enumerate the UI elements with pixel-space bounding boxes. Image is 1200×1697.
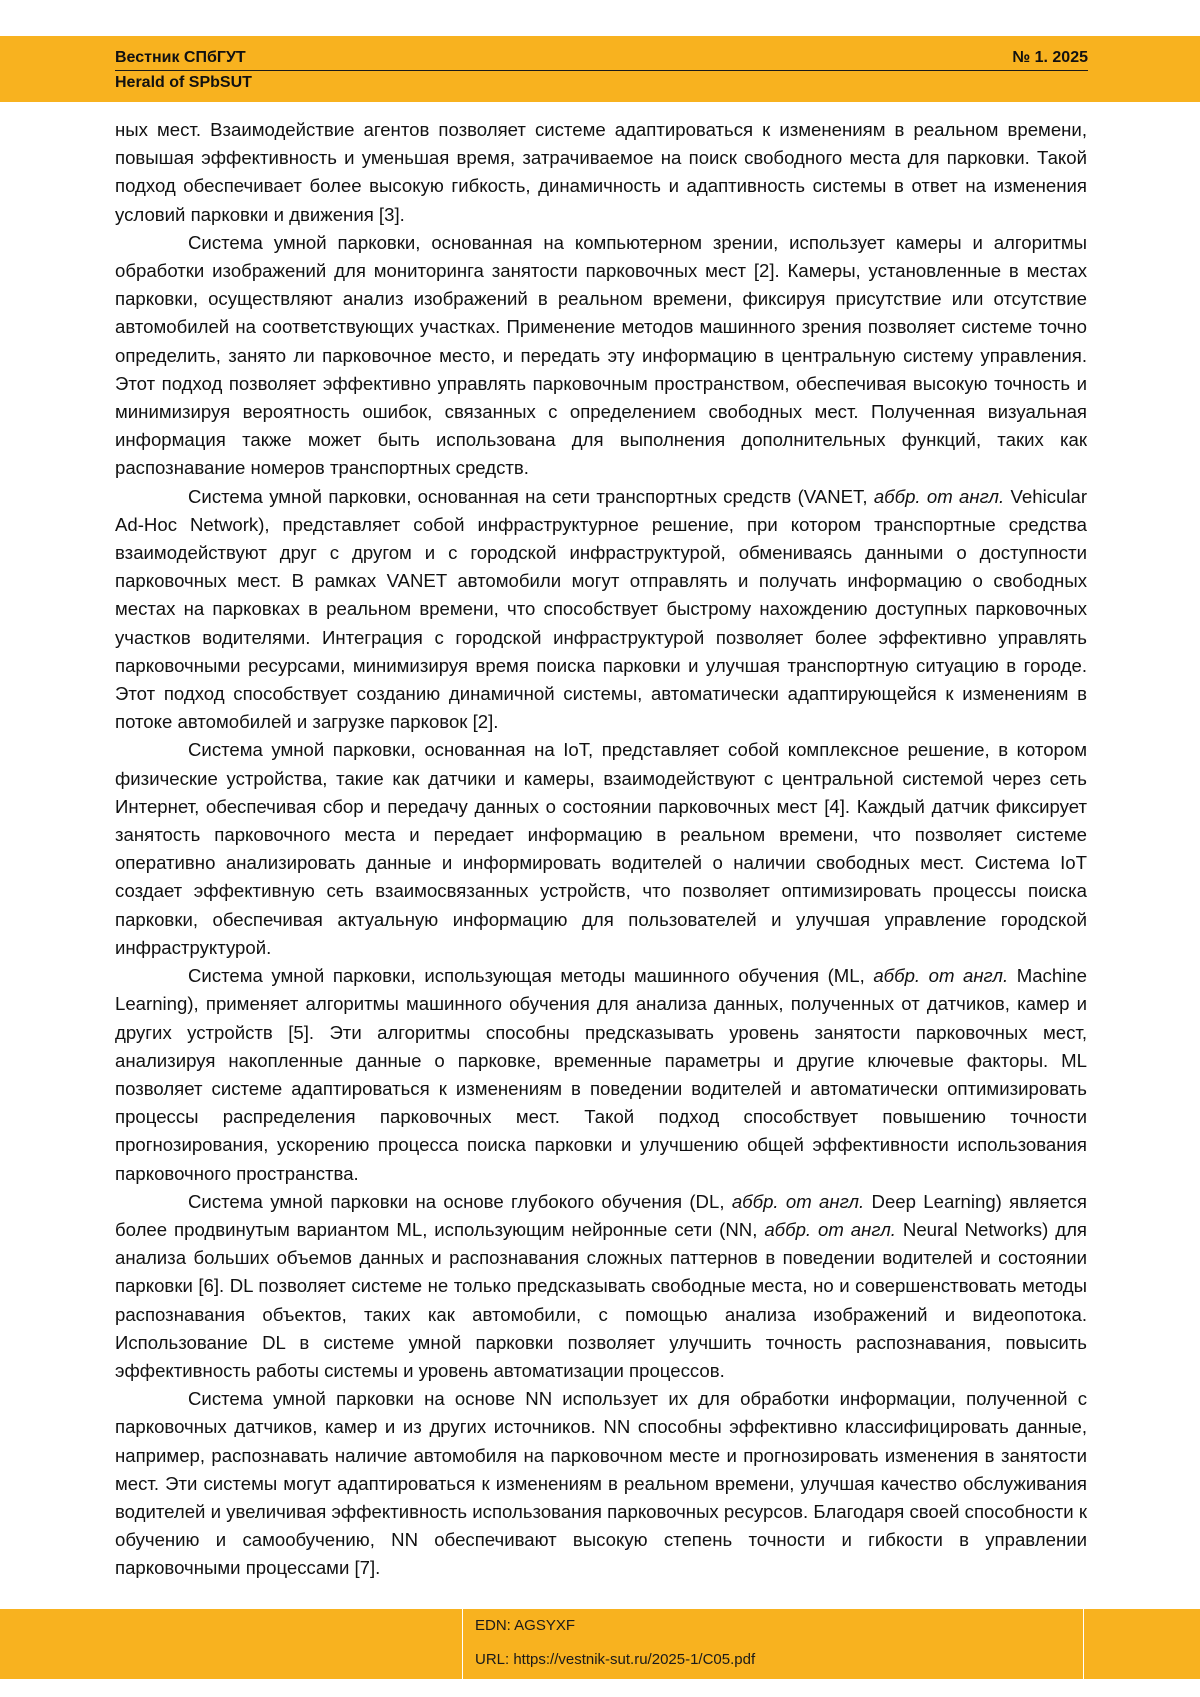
italic-text-segment: аббр. от англ. <box>873 485 1005 507</box>
italic-text-segment: аббр. от англ. <box>764 1218 896 1240</box>
italic-text-segment: аббр. от англ. <box>731 1190 865 1212</box>
text-segment: Система умной парковки, использующая методы машинного обучения (ML, <box>188 965 874 987</box>
paragraph <box>115 116 1087 229</box>
text-segment: Система умной парковки на основе NN использует их для обработки информации, полученной с парковочных датчиков, камер и из других источников. NN способны эффективно классифицировать данные, например, распознавать наличие автомобиля на парковочном месте и прогнозировать изменения в занятости мест. Эти системы могут адаптироваться к изменениям в реальном времени, улучшая качество обслуживания водителей и увеличивая эффективность использования парковочных ресурсов. Благодаря своей способности к обучению и самообучению, NN обеспечивают высокую степень точности и гибкости в управлении парковочными процессами [7]. <box>115 1388 1087 1579</box>
paragraph <box>115 229 1087 483</box>
paragraph <box>115 736 1087 962</box>
text-segment: Neural Networks) для анализа больших объемов данных и распознавания сложных паттернов в поведении водителей и состоянии парковки [6]. DL позволяет системе не только предсказывать свободные места, но и совершенствовать методы распознавания объектов, таких как автомобили, с помощью анализа изображений и видеопотока. Использование DL в системе умной парковки позволяет улучшить точность распознавания, повысить эффективность работы системы и уровень автоматизации процессов. <box>115 1218 1087 1381</box>
text-segment: Deep Learning) является более продвинутым вариантом ML, использующим нейронные сети (NN, <box>115 1190 1087 1240</box>
article-url[interactable]: URL: https://vestnik-sut.ru/2025-1/C05.pdf <box>475 1651 756 1668</box>
article-body <box>115 116 1087 1583</box>
paragraph <box>115 1188 1087 1385</box>
paragraph <box>115 1385 1087 1582</box>
text-segment: Система умной парковки на основе глубокого обучения (DL, <box>188 1190 732 1212</box>
journal-title-en: Herald of SPbSUT <box>115 74 252 91</box>
paragraph <box>115 962 1087 1188</box>
text-segment: Система умной парковки, основанная на компьютерном зрении, использует камеры и алгоритмы обработки изображений для мониторинга занятости парковочных мест [2]. Камеры, установленные в местах парковки, осуществляют анализ изображений в реальном времени, фиксируя присутствие или отсутствие автомобилей на соответствующих участках. Применение методов машинного зрения позволяет системе точно определить, занято ли парковочное место, и передать эту информацию в центральную систему управления. Этот подход позволяет эффективно управлять парковочным пространством, обеспечивая высокую точность и минимизируя вероятность ошибок, связанных с определением свободных мест. Полученная визуальная информация также может быть использована для выполнения дополнительных функций, таких как распознавание номеров транспортных средств. <box>115 231 1087 479</box>
text-segment: Система умной парковки, основанная на сети транспортных средств (VANET, <box>188 485 874 507</box>
header-row-en <box>115 72 1088 94</box>
journal-title-ru: Вестник СПбГУТ <box>115 49 246 66</box>
journal-header <box>0 36 1200 102</box>
page-footer <box>0 1609 1200 1679</box>
footer-info-box <box>462 1609 1084 1679</box>
issue-number: № 1. 2025 <box>1012 49 1088 66</box>
edn-code: EDN: AGSYXF <box>475 1617 576 1634</box>
text-segment: Machine Learning), применяет алгоритмы машинного обучения для анализа данных, полученных от датчиков, камер и других устройств [5]. Эти алгоритмы способны предсказывать уровень занятости парковочных мест, анализируя накопленные данные о парковке, временные параметры и другие ключевые факторы. ML позволяет системе адаптироваться к изменениям в поведении водителей и автоматически оптимизировать процессы распределения парковочных мест. Такой подход способствует повышению точности прогнозирования, ускорению процесса поиска парковки и улучшению общей эффективности использования парковочного пространства. <box>115 965 1087 1184</box>
text-segment: ных мест. Взаимодействие агентов позволяет системе адаптироваться к изменениям в реальном времени, повышая эффективность и уменьшая время, затрачиваемое на поиск свободного места для парковки. Такой подход обеспечивает более высокую гибкость, динамичность и адаптивность системы в ответ на изменения условий парковки и движения [3]. <box>115 119 1087 225</box>
text-segment: Vehicular Ad-Hoc Network), представляет собой инфраструктурное решение, при котором транспортные средства взаимодействуют друг с другом и с городской инфраструктурой, обмениваясь данными о доступности парковочных мест. В рамках VANET автомобили могут отправлять и получать информацию о свободных местах на парковках в реальном времени, что способствует быстрому нахождению доступных парковочных участков водителями. Интеграция с городской инфраструктурой позволяет более эффективно управлять парковочными ресурсами, минимизируя время поиска парковки и улучшая транспортную ситуацию в городе. Этот подход способствует созданию динамичной системы, автоматически адаптирующейся к изменениям в потоке автомобилей и загрузке парковок [2]. <box>115 485 1088 733</box>
header-row-ru <box>115 46 1088 71</box>
italic-text-segment: аббр. от англ. <box>873 965 1009 987</box>
paragraph <box>115 483 1087 737</box>
text-segment: Система умной парковки, основанная на IoT, представляет собой комплексное решение, в котором физические устройства, такие как датчики и камеры, взаимодействуют с центральной системой через сеть Интернет, обеспечивая сбор и передачу данных о состоянии парковочных мест [4]. Каждый датчик фиксирует занятость парковочного места и передает информацию в реальном времени, что позволяет системе оперативно анализировать данные и информировать водителей о наличии свободных мест. Система IoT создает эффективную сеть взаимосвязанных устройств, что позволяет оптимизировать процессы поиска парковки, обеспечивая актуальную информацию для пользователей и улучшая управление городской инфраструктурой. <box>115 739 1087 958</box>
